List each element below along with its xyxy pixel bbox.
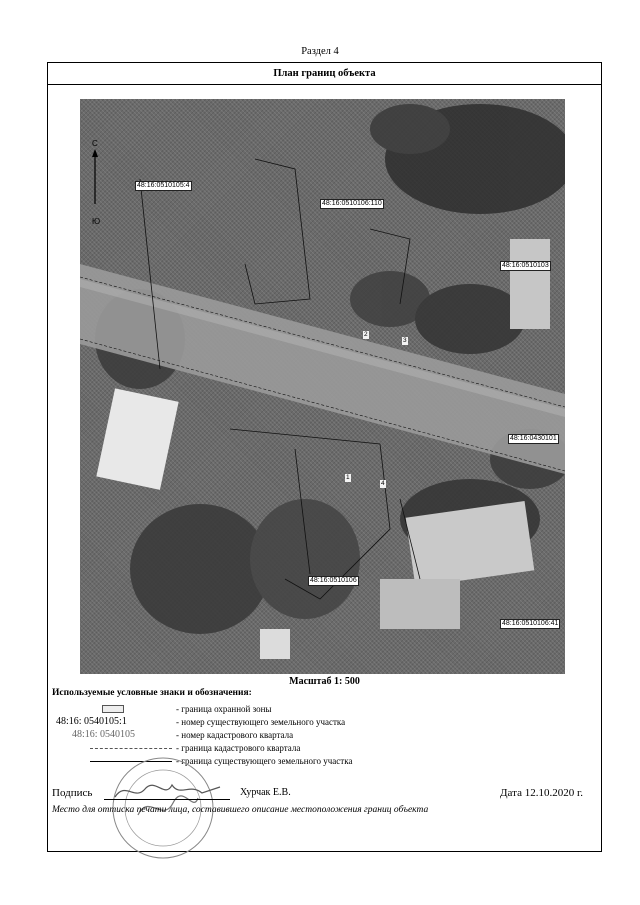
frame-header: План границ объекта [48,63,601,85]
document-frame [47,62,602,852]
parcel-number-symbol: 48:16: 0540105:1 [56,716,127,727]
protection-zone-symbol [102,703,124,715]
compass-north-label: С [92,139,98,148]
document-date: Дата 12.10.2020 г. [500,787,583,799]
quarter-number-symbol: 48:16: 0540105 [72,729,136,740]
handwritten-signature [110,779,230,803]
map-scale: Масштаб 1: 500 [289,676,360,687]
legend-item: - граница кадастрового квартала [48,742,468,754]
legend-title: Используемые условные знаки и обозначения: [52,688,252,698]
point-label: 2 [364,331,368,338]
signature-label: Подпись [52,787,93,799]
compass [90,139,106,224]
parcel-label: 48:16:0510106:41 [502,620,559,627]
point-label: 3 [403,337,407,344]
legend-item: - граница охранной зоны [48,703,468,715]
compass-south-label: Ю [92,217,101,226]
parcel-label: 48:16:0430101 [510,435,557,442]
parcel-label: 48:16:0510106 [310,577,357,584]
legend-item: 48:16: 0540105:1 - номер существующего земельного участка [56,716,346,727]
legend-item: 48:16: 0540105 - номер кадастрового квартала [72,729,294,740]
parcel-label: 48:16:0510103 [502,262,549,269]
satellite-map [80,99,565,674]
north-arrow-icon [90,149,106,219]
signature-row [52,787,597,803]
section-title: Раздел 4 [301,46,339,57]
signer-name: Хурчак Е.В. [240,787,291,798]
point-label: 4 [381,480,385,487]
parcel-label: 48:16:0510105:4 [137,182,190,189]
point-label: 1 [346,474,350,481]
parcel-label: 48:16:0510106:110 [322,200,382,207]
legend-item: - граница существующего земельного участка [48,755,468,767]
stamp-note: Место для оттиска печати лица, составившего описание местоположения границ объекта [52,805,429,815]
